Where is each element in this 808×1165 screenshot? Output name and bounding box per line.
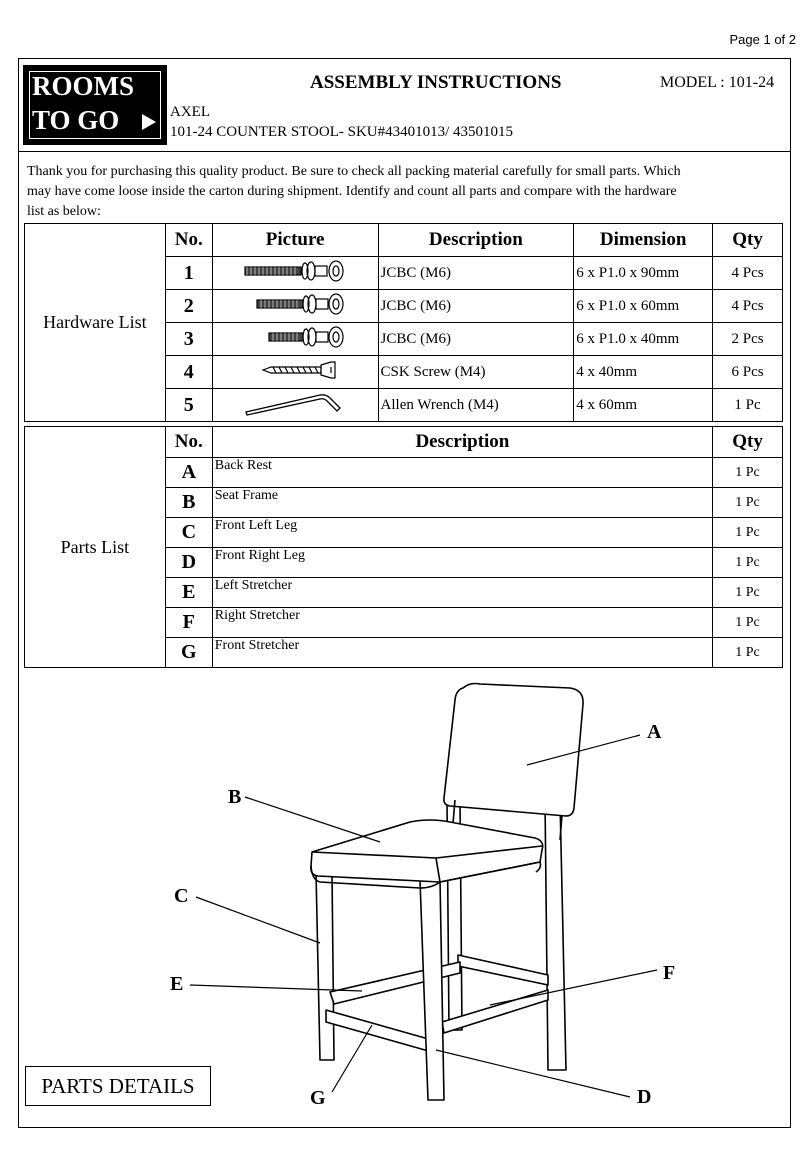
hw-qty: 4 Pcs bbox=[713, 257, 783, 290]
callout-e: E bbox=[170, 973, 184, 995]
hw-dimension: 6 x P1.0 x 40mm bbox=[574, 323, 713, 356]
part-no: C bbox=[165, 518, 212, 548]
callout-d: D bbox=[637, 1086, 652, 1108]
hardware-section-label: Hardware List bbox=[25, 224, 166, 422]
part-no: D bbox=[165, 548, 212, 578]
part-description: Seat Frame bbox=[212, 488, 712, 518]
bolt-40mm-icon bbox=[212, 323, 378, 356]
document-title: ASSEMBLY INSTRUCTIONS bbox=[310, 72, 562, 93]
parts-header-qty: Qty bbox=[713, 427, 783, 458]
hw-description: JCBC (M6) bbox=[378, 323, 574, 356]
logo-line2: TO GO bbox=[32, 105, 120, 135]
callout-a: A bbox=[647, 721, 662, 743]
hw-description: CSK Screw (M4) bbox=[378, 356, 574, 389]
hw-dimension: 6 x P1.0 x 90mm bbox=[574, 257, 713, 290]
part-qty: 1 Pc bbox=[713, 488, 783, 518]
bolt-60mm-icon bbox=[212, 290, 378, 323]
hw-description: JCBC (M6) bbox=[378, 257, 574, 290]
hw-qty: 2 Pcs bbox=[713, 323, 783, 356]
hw-no: 2 bbox=[165, 290, 212, 323]
part-qty: 1 Pc bbox=[713, 548, 783, 578]
bolt-90mm-icon bbox=[212, 257, 378, 290]
allen-wrench-icon bbox=[212, 389, 378, 422]
callout-b: B bbox=[228, 786, 242, 808]
parts-header-row bbox=[25, 427, 783, 458]
stool-diagram bbox=[150, 680, 670, 1120]
parts-details-label: PARTS DETAILS bbox=[25, 1066, 211, 1106]
parts-header-no: No. bbox=[165, 427, 212, 458]
part-qty: 1 Pc bbox=[713, 608, 783, 638]
hw-no: 1 bbox=[165, 257, 212, 290]
part-qty: 1 Pc bbox=[713, 638, 783, 668]
hw-header-picture: Picture bbox=[212, 224, 378, 257]
hw-header-qty: Qty bbox=[713, 224, 783, 257]
hw-dimension: 6 x P1.0 x 60mm bbox=[574, 290, 713, 323]
hardware-table bbox=[24, 223, 783, 422]
hw-no: 3 bbox=[165, 323, 212, 356]
part-description: Front Right Leg bbox=[212, 548, 712, 578]
part-description: Front Stretcher bbox=[212, 638, 712, 668]
hw-header-dimension: Dimension bbox=[574, 224, 713, 257]
hw-header-description: Description bbox=[378, 224, 574, 257]
callout-g: G bbox=[310, 1087, 326, 1109]
rooms-to-go-logo bbox=[24, 66, 166, 144]
parts-header-description: Description bbox=[212, 427, 712, 458]
parts-table bbox=[24, 426, 783, 668]
hw-no: 4 bbox=[165, 356, 212, 389]
hw-header-no: No. bbox=[165, 224, 212, 257]
part-description: Left Stretcher bbox=[212, 578, 712, 608]
part-description: Back Rest bbox=[212, 458, 712, 488]
play-triangle-icon bbox=[142, 114, 156, 130]
part-no: F bbox=[165, 608, 212, 638]
product-sku: 101-24 COUNTER STOOL- SKU#43401013/ 43501015 bbox=[170, 124, 514, 140]
part-qty: 1 Pc bbox=[713, 458, 783, 488]
part-no: B bbox=[165, 488, 212, 518]
hw-qty: 6 Pcs bbox=[713, 356, 783, 389]
logo-line1: ROOMS bbox=[32, 71, 135, 101]
hw-no: 5 bbox=[165, 389, 212, 422]
part-description: Front Left Leg bbox=[212, 518, 712, 548]
callout-c: C bbox=[174, 885, 189, 907]
part-no: E bbox=[165, 578, 212, 608]
part-no: G bbox=[165, 638, 212, 668]
callout-f: F bbox=[663, 962, 676, 984]
hw-description: Allen Wrench (M4) bbox=[378, 389, 574, 422]
page-number: Page 1 of 2 bbox=[729, 32, 796, 47]
header-divider bbox=[18, 151, 791, 152]
hw-description: JCBC (M6) bbox=[378, 290, 574, 323]
parts-section-label: Parts List bbox=[25, 427, 166, 668]
product-name: AXEL bbox=[170, 104, 210, 120]
part-description: Right Stretcher bbox=[212, 608, 712, 638]
hw-dimension: 4 x 60mm bbox=[574, 389, 713, 422]
model-number: MODEL : 101-24 bbox=[660, 74, 775, 91]
hw-qty: 1 Pc bbox=[713, 389, 783, 422]
csk-screw-icon bbox=[212, 356, 378, 389]
hw-qty: 4 Pcs bbox=[713, 290, 783, 323]
intro-text: Thank you for purchasing this quality product. Be sure to check all packing material carefully for small parts. Which may have come loose inside the carton during shipment. Identify and count all parts and compare with the hardware list as below: bbox=[27, 164, 681, 219]
part-no: A bbox=[165, 458, 212, 488]
part-qty: 1 Pc bbox=[713, 578, 783, 608]
part-qty: 1 Pc bbox=[713, 518, 783, 548]
hardware-header-row bbox=[25, 224, 783, 257]
hw-dimension: 4 x 40mm bbox=[574, 356, 713, 389]
